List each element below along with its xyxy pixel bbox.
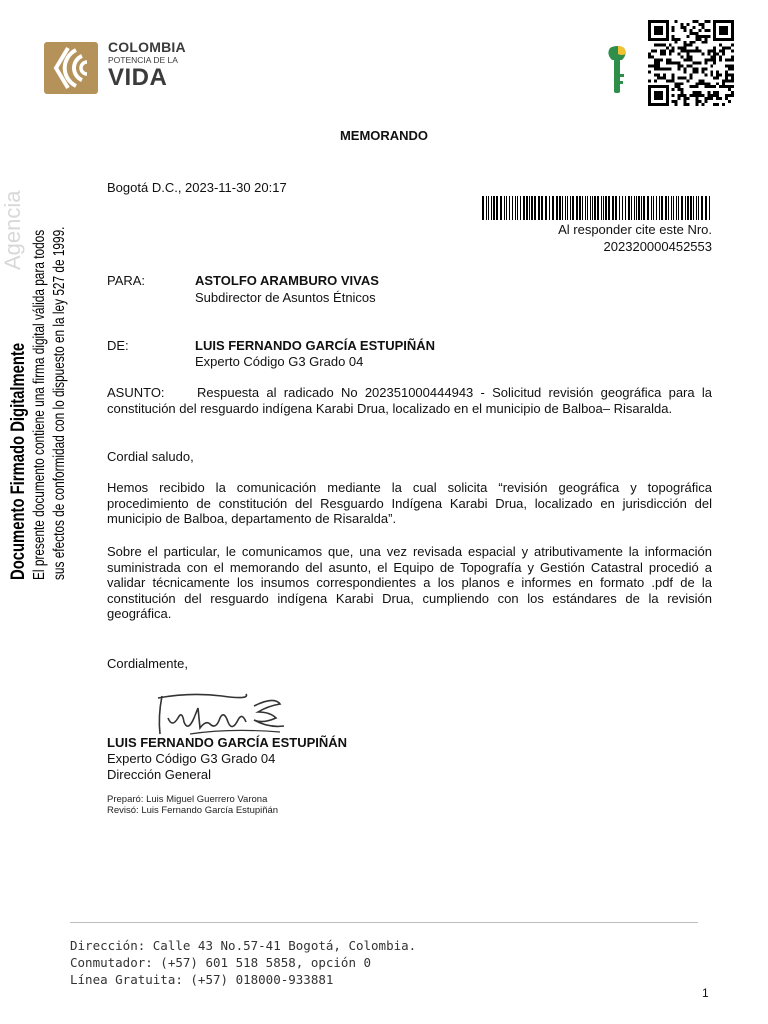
footer-phone: Conmutador: (+57) 601 518 5858, opción 0 <box>70 955 372 970</box>
barcode-icon <box>482 196 712 220</box>
para-role: Subdirector de Asuntos Étnicos <box>195 290 376 305</box>
asunto-text-line-2: constitución del resguardo indígena Karabi Drua, localizado en el municipio de Balboa– Risaralda. <box>107 401 673 416</box>
body-paragraph-1: Hemos recibido la comunicación mediante la cual solicita “revisión geográfica y topográfica procedimiento de constitución del Resguardo Indígena Karabi Drua, localizado en jurisdicción del municipio de Balboa, departamento de Risaralda”. <box>107 480 712 526</box>
para-name: ASTOLFO ARAMBURO VIVAS <box>195 273 379 288</box>
handwritten-signature <box>150 688 290 740</box>
logo-line-2: POTENCIA DE LA <box>108 55 178 65</box>
de-label: DE: <box>107 338 129 353</box>
sidebar-line-2: sus efectos de conformidad con lo dispuesto en la ley 527 de 1999. <box>51 226 68 580</box>
footer-address-block <box>70 937 416 988</box>
qr-code-icon <box>648 20 734 106</box>
digital-signature-note <box>0 160 80 620</box>
place-date: Bogotá D.C., 2023-11-30 20:17 <box>107 180 287 195</box>
cite-label: Al responder cite este Nro. <box>558 222 712 237</box>
logo-line-3: VIDA <box>108 64 168 91</box>
greeting: Cordial saludo, <box>107 449 194 464</box>
cite-number: 202320000452553 <box>603 239 712 254</box>
document-title: MEMORANDO <box>339 128 429 143</box>
signer-role: Experto Código G3 Grado 04 <box>107 751 276 766</box>
body-paragraph-2: Sobre el particular, le comunicamos que, una vez revisada espacial y atributivamente la información suministrada con el memorando del asunto, el Equipo de Topografía y Gestión Catastral procedió a validar técnicamente los insumos correspondientes a los planos e informes en formato .pdf de la constitución del resguardo indígena Karabi Drua, cumpliendo con los estándares de la revisión geográfica. <box>107 544 712 621</box>
sidebar-watermark: Agencia <box>0 190 25 270</box>
asunto-label: ASUNTO: <box>107 385 165 400</box>
footer-free-line: Línea Gratuita: (+57) 018000-933881 <box>70 972 334 987</box>
de-name: LUIS FERNANDO GARCÍA ESTUPIÑÁN <box>195 338 436 353</box>
asunto-text-line-1: Respuesta al radicado No 202351000444943 - Solicitud revisión geográfica para la <box>197 385 712 400</box>
prepared-by: Preparó: Luis Miguel Guerrero Varona <box>107 794 268 805</box>
signer-office: Dirección General <box>107 767 212 782</box>
de-role: Experto Código G3 Grado 04 <box>195 354 364 369</box>
key-icon <box>604 44 630 96</box>
signer-name: LUIS FERNANDO GARCÍA ESTUPIÑÁN <box>107 735 348 750</box>
closing: Cordialmente, <box>107 656 188 671</box>
sidebar-title: Documento Firmado Digitalmente <box>8 342 29 580</box>
sidebar-line-1: El presente documento contiene una firma digital válida para todos <box>31 229 48 580</box>
page-number: 1 <box>702 986 709 1000</box>
para-label: PARA: <box>107 273 146 288</box>
footer-address: Dirección: Calle 43 No.57-41 Bogotá, Colombia. <box>70 938 417 953</box>
logo-text <box>108 40 208 90</box>
reviewed-by: Revisó: Luis Fernando García Estupiñán <box>107 805 279 816</box>
logo-line-1: COLOMBIA <box>108 39 186 55</box>
footer-divider <box>70 922 698 923</box>
